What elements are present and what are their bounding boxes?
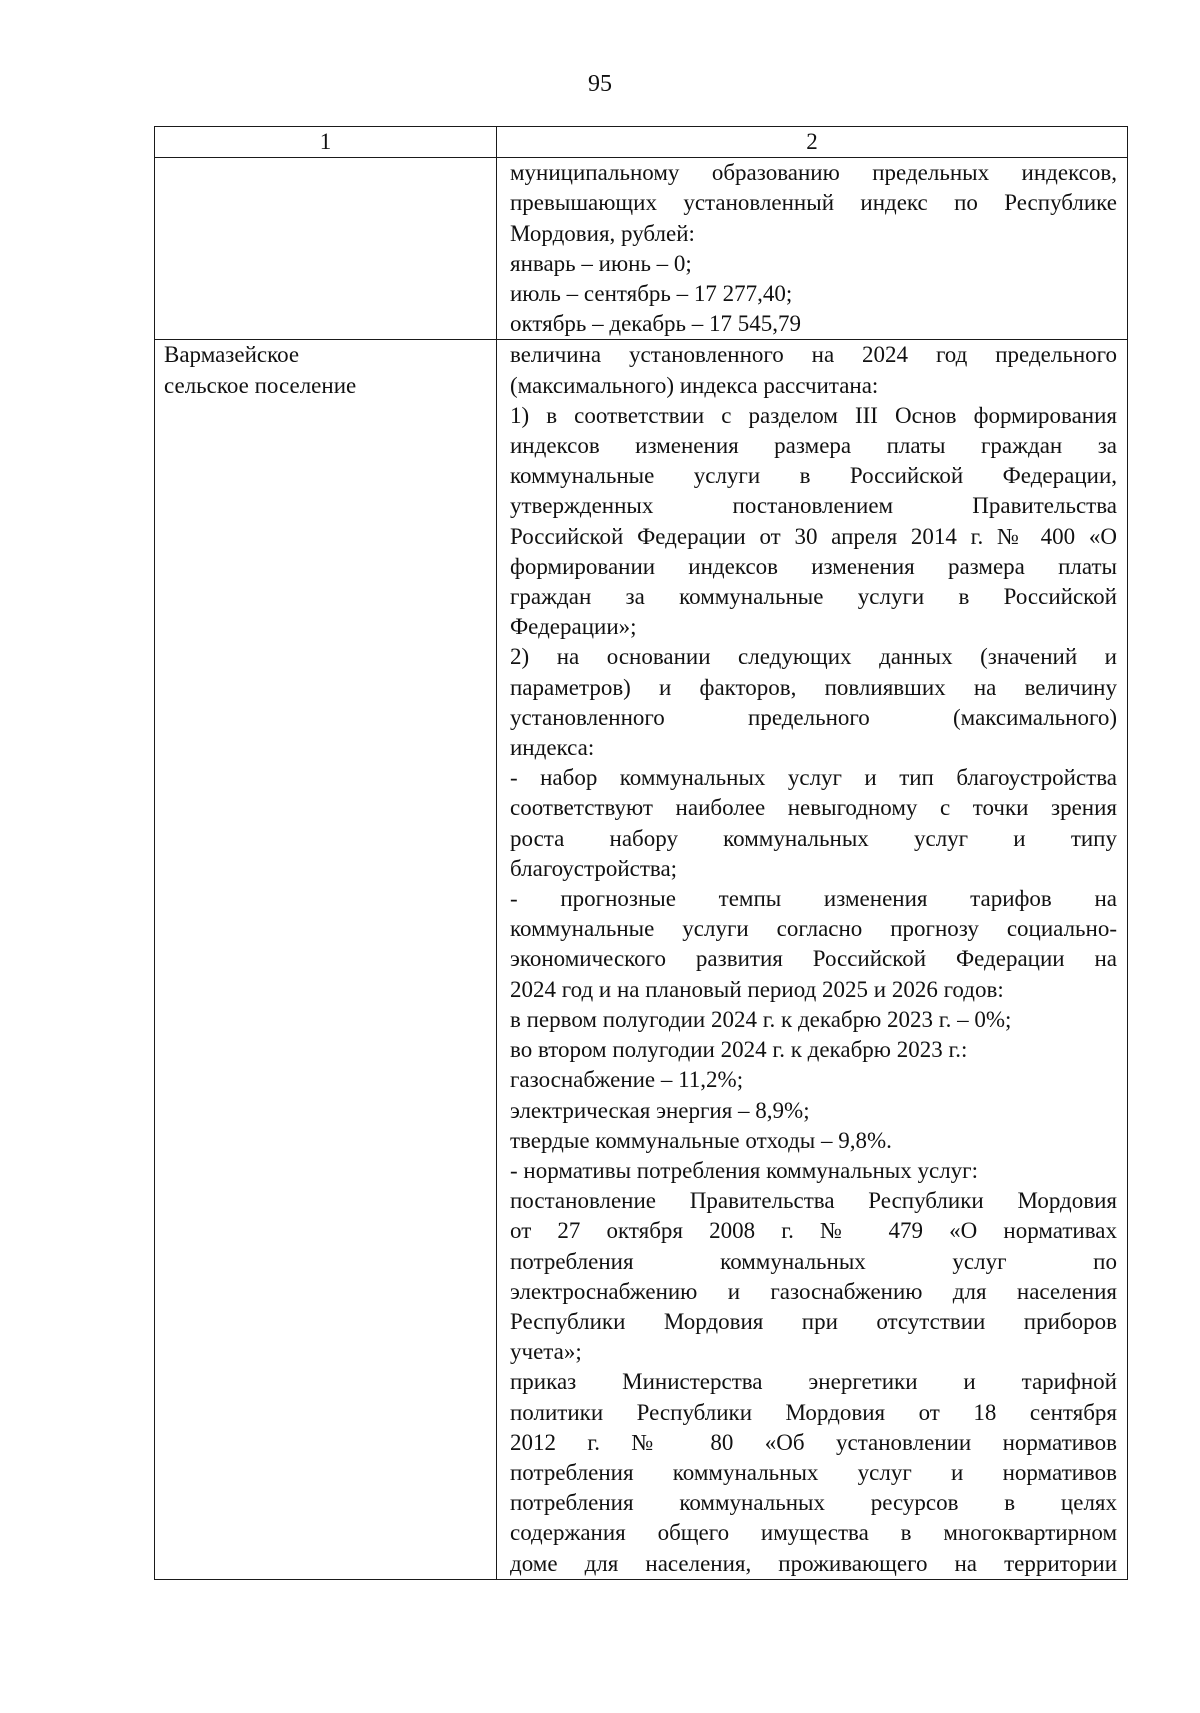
description-line: (максимального) индекса рассчитана: (510, 372, 879, 398)
description-line: коммунальные услуги согласно прогнозу социально- (510, 916, 1117, 942)
description-line: 2) на основании следующих данных (значений и (510, 644, 1117, 670)
description-line: январь – июнь – 0; (510, 250, 692, 276)
description-line: параметров) и факторов, повлиявших на величину (510, 674, 1117, 700)
description-line: коммунальные услуги в Российской Федерации, (510, 463, 1117, 489)
description-line: содержания общего имущества в многоквартирном (510, 1520, 1117, 1546)
description-line: - прогнозные темпы изменения тарифов на (510, 886, 1117, 912)
settlement-name-cell (155, 158, 497, 340)
description-line: - набор коммунальных услуг и тип благоустройства (510, 765, 1117, 791)
description-line: Мордовия, рублей: (510, 220, 695, 246)
description-line: величина установленного на 2024 год предельного (510, 342, 1117, 368)
description-line: установленного предельного (максимального) (510, 704, 1117, 730)
description-line: превышающих установленный индекс по Республике (510, 190, 1117, 216)
table-row (155, 340, 1128, 1579)
description-line: индекса: (510, 735, 595, 761)
column-header-2: 2 (497, 127, 1128, 158)
description-line: индексов изменения размера платы граждан за (510, 433, 1117, 459)
description-line: муниципальному образованию предельных индексов, (510, 160, 1117, 186)
description-line: роста набору коммунальных услуг и типу (510, 825, 1117, 851)
description-line: июль – сентябрь – 17 277,40; (510, 281, 793, 307)
description-line: 1) в соответствии с разделом III Основ формирования (510, 402, 1117, 428)
description-line: потребления коммунальных услуг и нормативов (510, 1459, 1117, 1485)
description-cell (497, 158, 1128, 340)
description-line: в первом полугодии 2024 г. к декабрю 2023 г. – 0%; (510, 1006, 1012, 1032)
table-body (155, 127, 1128, 1580)
description-line: учета»; (510, 1339, 582, 1365)
table-row (155, 158, 1128, 340)
description-line: 2024 год и на плановый период 2025 и 2026 годов: (510, 976, 1004, 1002)
description-line: утвержденных постановлением Правительства (510, 493, 1117, 519)
page-number: 95 (588, 71, 612, 97)
description-line: доме для населения, проживающего на территории (510, 1550, 1117, 1576)
description-line: электрическая энергия – 8,9%; (510, 1097, 810, 1123)
description-line: твердые коммунальные отходы – 9,8%. (510, 1127, 892, 1153)
data-table (154, 126, 1128, 1580)
description-cell (497, 340, 1128, 1579)
settlement-name-cell (155, 340, 497, 1579)
description-line: Российской Федерации от 30 апреля 2014 г. № 400 «О (510, 523, 1117, 549)
description-line: потребления коммунальных услуг по (510, 1248, 1117, 1274)
column-header-1: 1 (155, 127, 497, 158)
settlement-name-line: Вармазейское (164, 342, 300, 368)
description-line: благоустройства; (510, 855, 678, 881)
description-line: газоснабжение – 11,2%; (510, 1067, 744, 1093)
description-line: формировании индексов изменения размера платы (510, 553, 1117, 579)
description-line: октябрь – декабрь – 17 545,79 (510, 311, 802, 337)
description-line: - нормативы потребления коммунальных услуг: (510, 1157, 978, 1183)
settlement-name-line: сельское поселение (164, 372, 357, 398)
description-line: Федерации»; (510, 614, 637, 640)
description-line: граждан за коммунальные услуги в Российской (510, 584, 1117, 610)
description-line: приказ Министерства энергетики и тарифной (510, 1369, 1117, 1395)
description-line: политики Республики Мордовия от 18 сентября (510, 1399, 1117, 1425)
table-header-row (155, 127, 1128, 158)
description-line: 2012 г. № 80 «Об установлении нормативов (510, 1429, 1117, 1455)
description-line: электроснабжению и газоснабжению для населения (510, 1278, 1117, 1304)
description-line: потребления коммунальных ресурсов в целях (510, 1490, 1117, 1516)
description-line: постановление Правительства Республики Мордовия (510, 1188, 1117, 1214)
description-line: соответствуют наиболее невыгодному с точки зрения (510, 795, 1117, 821)
description-line: Республики Мордовия при отсутствии приборов (510, 1308, 1117, 1334)
description-line: от 27 октября 2008 г. № 479 «О нормативах (510, 1218, 1117, 1244)
description-line: во втором полугодии 2024 г. к декабрю 2023 г.: (510, 1037, 968, 1063)
description-line: экономического развития Российской Федерации на (510, 946, 1117, 972)
